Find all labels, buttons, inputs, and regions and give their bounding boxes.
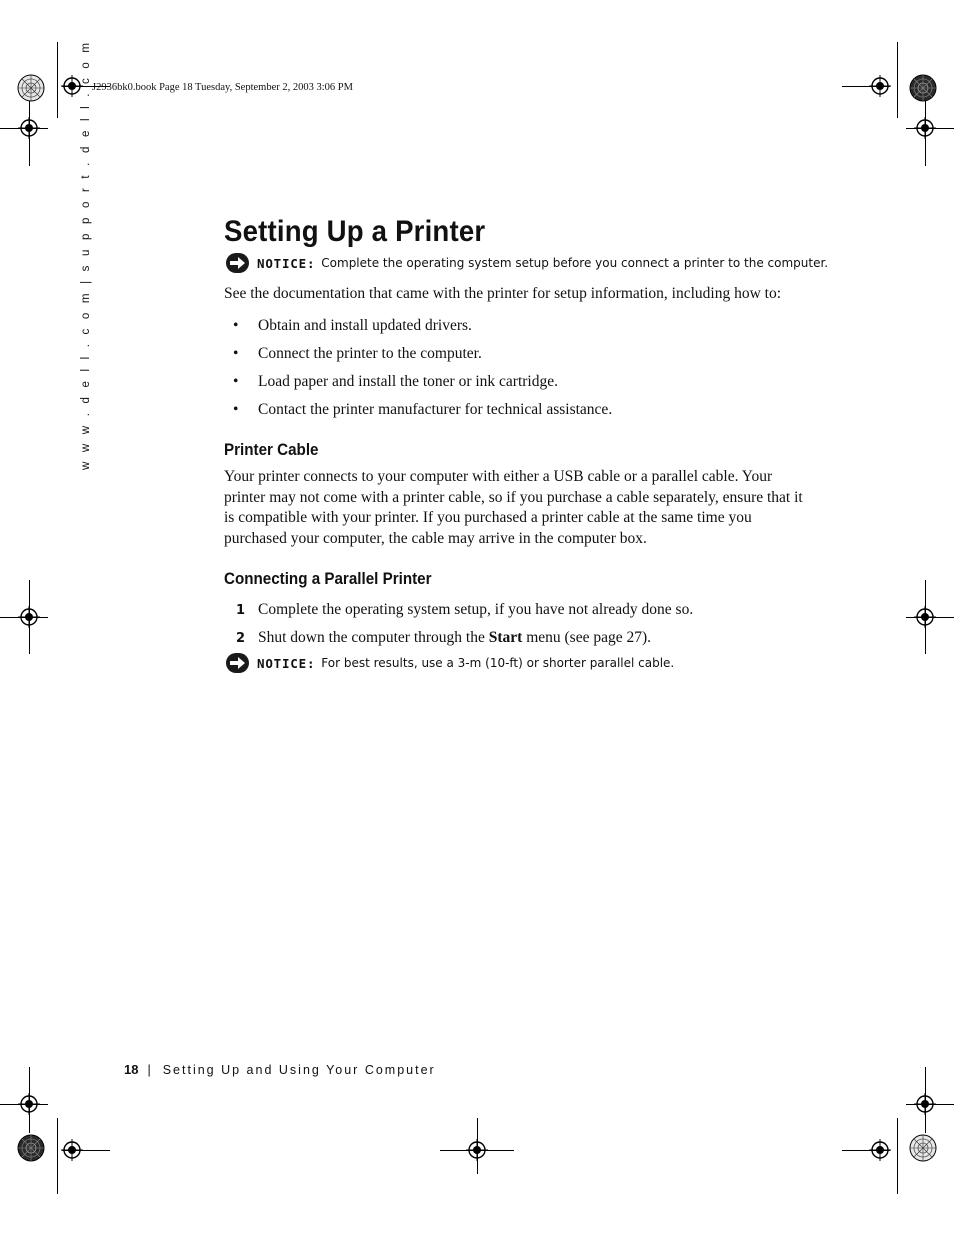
notice-text: For best results, use a 3-m (10-ft) or shorter parallel cable.	[321, 656, 675, 670]
notice-text: Complete the operating system setup before you connect a printer to the computer.	[321, 256, 829, 270]
printer-cable-paragraph: Your printer connects to your computer with either a USB cable or a parallel cable. Your printer may not come with a printer cable, so if you purchase a cable separately, ensure that it is compatible with your printer. If you purchased a printer cable at the same time you purchased your computer, the cable may arrive in the computer box.	[224, 468, 803, 547]
bullet-item: • Load paper and install the toner or ink cartridge.	[233, 373, 558, 390]
file-header-note: J2936bk0.book Page 18 Tuesday, September 2, 2003 3:06 PM	[92, 82, 353, 93]
intro-paragraph: See the documentation that came with the printer for setup information, including how to:	[224, 285, 782, 302]
notice-arrow-icon	[226, 653, 249, 673]
page-footer	[124, 1062, 436, 1077]
notice-arrow-icon	[226, 253, 249, 273]
section-heading-printer-cable: Printer Cable	[224, 441, 319, 459]
bullet-item: • Connect the printer to the computer.	[233, 345, 482, 362]
bullet-item: • Contact the printer manufacturer for technical assistance.	[233, 401, 613, 418]
side-url: w w w . d e l l . c o m | s u p p o r t . d e l l . c o m	[80, 39, 92, 470]
section-heading-parallel-printer: Connecting a Parallel Printer	[224, 570, 432, 588]
page-number: 18	[124, 1062, 139, 1077]
notice-2	[226, 653, 674, 673]
step-item: 1 Complete the operating system setup, if you have not already done so.	[236, 601, 694, 618]
notice-1	[226, 253, 828, 273]
notice-label: NOTICE:	[257, 655, 316, 671]
bullet-item: • Obtain and install updated drivers.	[233, 317, 472, 334]
page-title: Setting Up a Printer	[224, 215, 486, 248]
footer-title: Setting Up and Using Your Computer	[162, 1063, 436, 1077]
notice-label: NOTICE:	[257, 255, 316, 271]
footer-separator: |	[147, 1063, 151, 1077]
step-item: 2 Shut down the computer through the Start menu (see page 27).	[236, 629, 652, 646]
